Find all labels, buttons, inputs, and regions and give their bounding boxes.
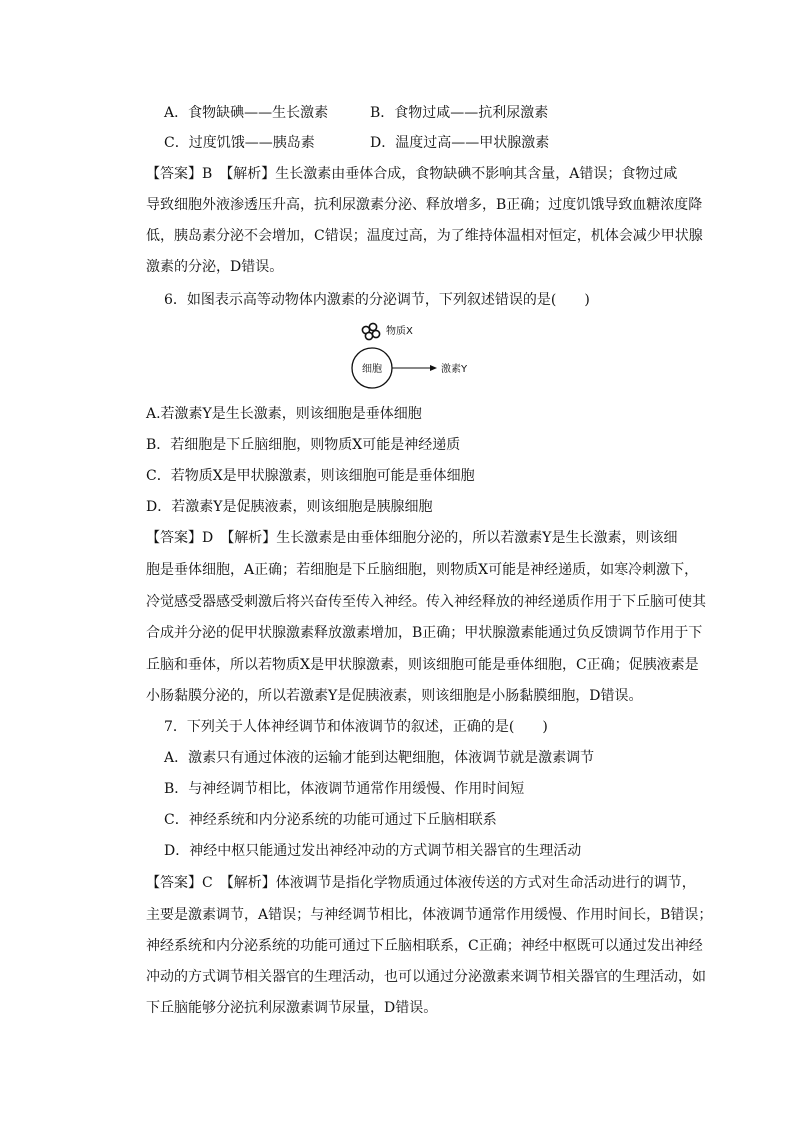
q5-option-d: D．温度过高——甲状腺激素 bbox=[370, 135, 550, 151]
q7-option-b: B．与神经调节相比，体液调节通常作用缓慢、作用时间短 bbox=[164, 781, 525, 797]
q7-answer-line-3: 神经系统和内分泌系统的功能可通过下丘脑相联系，C正确；神经中枢既可以通过发出神经 bbox=[146, 938, 703, 954]
q7-stem: 7．下列关于人体神经调节和体液调节的叙述，正确的是( ) bbox=[164, 719, 548, 735]
q6-option-c: C．若物质X是甲状腺激素，则该细胞可能是垂体细胞 bbox=[146, 468, 475, 484]
q7-answer-line-4: 冲动的方式调节相关器官的生理活动，也可以通过分泌激素来调节相关器官的生理活动，如 bbox=[146, 969, 706, 985]
cell-label: 细胞 bbox=[362, 364, 382, 375]
q7-option-d: D．神经中枢只能通过发出神经冲动的方式调节相关器官的生理活动 bbox=[164, 843, 582, 859]
substance-x-molecules bbox=[362, 323, 379, 339]
q6-answer-line-2: 胞是垂体细胞，A正确；若细胞是下丘脑细胞，则物质X可能是神经递质，如寒冷刺激下， bbox=[146, 562, 699, 578]
q6-option-a: A.若激素Y是生长激素，则该细胞是垂体细胞 bbox=[146, 406, 422, 422]
q5-answer-line-1: 【答案】B 【解析】生长激素由垂体合成，食物缺碘不影响其含量，A错误；食物过咸 bbox=[146, 166, 678, 182]
q7-answer-line-5: 下丘脑能够分泌抗利尿激素调节尿量，D错误。 bbox=[146, 1000, 438, 1016]
q5-option-c: C．过度饥饿——胰岛素 bbox=[164, 135, 315, 151]
q5-answer-line-4: 激素的分泌，D错误。 bbox=[146, 259, 284, 275]
q5-answer-line-3: 低，胰岛素分泌不会增加，C错误；温度过高，为了维持体温相对恒定，机体会减少甲状腺 bbox=[146, 228, 703, 244]
q6-answer-line-1: 【答案】D 【解析】生长激素是由垂体细胞分泌的，所以若激素Y是生长激素，则该细 bbox=[146, 530, 678, 546]
q6-stem: 6．如图表示高等动物体内激素的分泌调节，下列叙述错误的是( ) bbox=[164, 292, 590, 308]
q5-option-a: A．食物缺碘——生长激素 bbox=[164, 105, 329, 121]
q5-answer-line-2: 导致细胞外液渗透压升高，抗利尿激素分泌、释放增多，B正确；过度饥饿导致血糖浓度降 bbox=[146, 197, 703, 213]
q6-answer-line-6: 小肠黏膜分泌的，所以若激素Y是促胰液素，则该细胞是小肠黏膜细胞，D错误。 bbox=[146, 688, 643, 704]
hormone-y-label: 激素Y bbox=[441, 364, 468, 375]
arrow-head-icon bbox=[430, 365, 437, 371]
q5-option-b: B．食物过咸——抗利尿激素 bbox=[370, 105, 549, 121]
q7-answer-line-1: 【答案】C 【解析】体液调节是指化学物质通过体液传送的方式对生命活动进行的调节， bbox=[146, 875, 696, 891]
q6-answer-line-3: 冷觉感受器感受刺激后将兴奋传至传入神经。传入神经释放的神经递质作用于下丘脑可使其 bbox=[146, 594, 706, 610]
hormone-secretion-diagram bbox=[340, 318, 490, 398]
q6-option-d: D．若激素Y是促胰液素，则该细胞是胰腺细胞 bbox=[146, 499, 433, 515]
q7-option-c: C．神经系统和内分泌系统的功能可通过下丘脑相联系 bbox=[164, 812, 497, 828]
q7-option-a: A．激素只有通过体液的运输才能到达靶细胞，体液调节就是激素调节 bbox=[164, 750, 595, 766]
q6-answer-line-4: 合成并分泌的促甲状腺激素释放激素增加，B正确；甲状腺激素能通过负反馈调节作用于下 bbox=[146, 625, 703, 641]
q7-answer-line-2: 主要是激素调节，A错误；与神经调节相比，体液调节通常作用缓慢、作用时间长，B错误； bbox=[146, 907, 713, 923]
q6-answer-line-5: 丘脑和垂体，所以若物质X是甲状腺激素，则该细胞可能是垂体细胞，C正确；促胰液素是 bbox=[146, 657, 699, 673]
q6-option-b: B．若细胞是下丘脑细胞，则物质X可能是神经递质 bbox=[146, 437, 461, 453]
substance-x-label: 物质X bbox=[386, 326, 413, 337]
